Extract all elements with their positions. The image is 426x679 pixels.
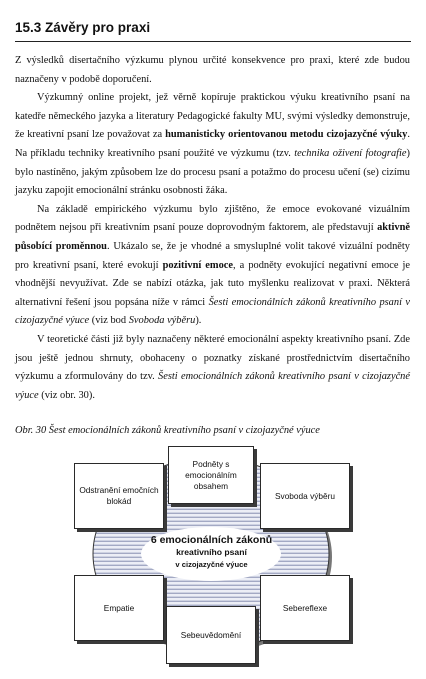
title-divider bbox=[15, 41, 411, 42]
body-text bbox=[15, 52, 410, 405]
emphasis-bold: pozitivní emoce bbox=[162, 259, 233, 271]
paragraph-1: Z výsledků disertačního výzkumu plynou určité konsekvence pro praxi, které zde budou naznačeny v podobě doporučení. bbox=[15, 55, 410, 85]
law-box-bottom-left: Empatie bbox=[74, 575, 164, 641]
text-run: Na základě empirického výzkumu bylo zjištěno, že emoce evokované vizuálním podnětem nejsou při kreativním psaní pouze doprovodným faktorem, ale představují bbox=[15, 203, 410, 234]
law-box-top: Podněty s emocionálním obsahem bbox=[168, 446, 254, 504]
emotional-laws-diagram bbox=[54, 442, 369, 670]
paragraph-3 bbox=[15, 201, 410, 331]
emphasis-italic: Šesti emocionálních zákonů kreativního psaní v cizojazyčné výuce bbox=[15, 296, 410, 327]
law-box-top-left: Odstranění emočních blokád bbox=[74, 463, 164, 529]
figure-caption: Obr. 30 Šest emocionálních zákonů kreativního psaní v cizojazyčné výuce bbox=[15, 425, 320, 436]
section-title: 15.3 Závěry pro praxi bbox=[15, 20, 151, 35]
paragraph-2 bbox=[15, 89, 410, 201]
text-run: ). bbox=[195, 315, 202, 327]
center-line-2: kreativního psaní bbox=[176, 547, 247, 557]
text-run: (viz obr. 30). bbox=[38, 389, 95, 401]
emphasis-italic: Šesti emocionálních zákonů kreativního psaní v cizojazyčné výuce bbox=[15, 371, 410, 401]
center-line-1: 6 emocionálních zákonů bbox=[150, 534, 273, 546]
law-box-bottom-right: Sebereflexe bbox=[260, 575, 350, 641]
emphasis-italic: Svoboda výběru bbox=[128, 315, 196, 327]
text-run: ) bylo nastíněno, jakým způsobem lze do procesu psaní a potažmo do procesu učení (se) cizímu jazyku zapojit emocionální stránku osobnosti žáka. bbox=[15, 147, 410, 197]
law-box-bottom: Sebeuvědomění bbox=[166, 606, 256, 664]
emphasis-bold: aktivně působící proměnnou bbox=[15, 222, 410, 252]
emphasis-italic: technika oživení fotografie bbox=[294, 147, 407, 159]
text-run: Výzkumný online projekt, jež věrně kopíruje praktickou výuku kreativního psaní na katedře německého jazyka a literatury Pedagogické fakulty MU, svými výsledky demonstruje, že kreativní psaní lze považovat za bbox=[15, 92, 410, 141]
center-line-3: v cizojazyčné výuce bbox=[175, 560, 248, 569]
diagram-center-label bbox=[106, 534, 317, 570]
emphasis-bold: humanisticky orientovanou metodu cizojazyčné výuky bbox=[165, 129, 408, 141]
text-run: V teoretické části již byly naznačeny některé emocionální aspekty kreativního psaní. Zde jsou ještě jednou shrnuty, obohaceny o poznatky získané prostřednictvím disertačního výzkumu a zformulovány do tzv. bbox=[15, 333, 410, 383]
text-run: , a podněty evokující negativní emoce je vhodnější nevyužívat. Zde se nabízí otázka, jak tuto myšlenku realizovat v praxi. Některá alternativní řešení jsou popsána níže v rámci bbox=[15, 259, 411, 308]
paragraph-4 bbox=[15, 331, 410, 405]
law-box-top-right: Svoboda výběru bbox=[260, 463, 350, 529]
text-run: . Na příkladu techniky kreativního psaní použité ve výzkumu (tzv. bbox=[15, 129, 410, 159]
text-run: (viz bod bbox=[89, 315, 129, 327]
text-run: . Ukázalo se, že je vhodné a smysluplné volit takové vizuální podněty pro kreativní psaní, které evokují bbox=[15, 240, 410, 271]
